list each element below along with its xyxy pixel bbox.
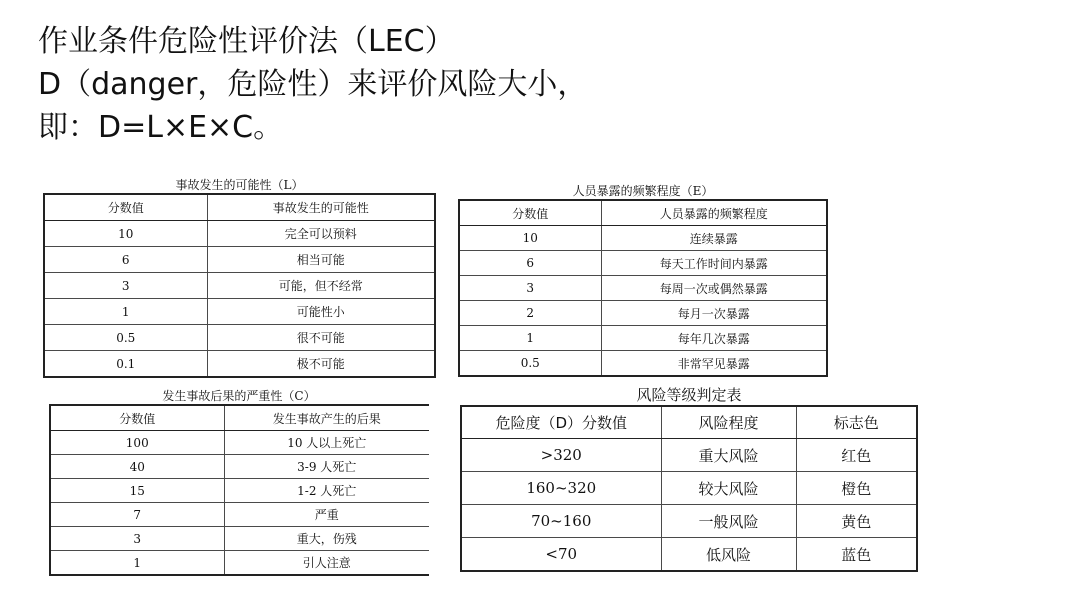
score-cell: 2: [459, 301, 601, 326]
score-cell: 10: [459, 226, 601, 251]
description-cell: 相当可能: [207, 247, 435, 273]
heading-line-3: 即：D=L×E×C。: [38, 110, 284, 145]
column-header: 标志色: [796, 406, 917, 439]
slide-heading: [38, 20, 587, 149]
table-header-row: [50, 405, 429, 431]
consequence-table-block: [49, 388, 429, 576]
description-cell: 可能，但不经常: [207, 273, 435, 299]
column-header: 发生事故产生的后果: [224, 405, 429, 431]
description-cell: 极不可能: [207, 351, 435, 378]
table-row: [461, 472, 917, 505]
risk-level-cell: 低风险: [661, 538, 796, 572]
table-row: [461, 538, 917, 572]
table-row: [44, 351, 435, 378]
likelihood-table-block: [43, 177, 436, 378]
risk-level-table-block: [460, 385, 918, 572]
score-cell: 15: [50, 479, 224, 503]
risk-level-cell: 重大风险: [661, 439, 796, 472]
score-cell: 3: [459, 276, 601, 301]
table-row: [50, 527, 429, 551]
description-cell: 引人注意: [224, 551, 429, 576]
table-row: [459, 326, 827, 351]
risk-level-table-title: 风险等级判定表: [636, 386, 742, 404]
score-cell: 0.1: [44, 351, 207, 378]
score-cell: 6: [459, 251, 601, 276]
table-row: [461, 505, 917, 538]
exposure-table: [458, 199, 828, 377]
column-header: 事故发生的可能性: [207, 194, 435, 221]
color-cell: 黄色: [796, 505, 917, 538]
column-header: 人员暴露的频繁程度: [601, 200, 827, 226]
score-cell: 7: [50, 503, 224, 527]
table-header-row: [459, 200, 827, 226]
table-row: [461, 439, 917, 472]
description-cell: 严重: [224, 503, 429, 527]
table-header-row: [461, 406, 917, 439]
description-cell: 每月一次暴露: [601, 301, 827, 326]
description-cell: 连续暴露: [601, 226, 827, 251]
score-cell: 1: [459, 326, 601, 351]
color-cell: 橙色: [796, 472, 917, 505]
score-cell: 6: [44, 247, 207, 273]
score-range-cell: 160~320: [461, 472, 661, 505]
score-cell: 100: [50, 431, 224, 455]
score-cell: 40: [50, 455, 224, 479]
table-row: [459, 226, 827, 251]
column-header: 分数值: [459, 200, 601, 226]
description-cell: 重大，伤残: [224, 527, 429, 551]
likelihood-table: [43, 193, 436, 378]
score-cell: 0.5: [459, 351, 601, 377]
score-cell: 1: [44, 299, 207, 325]
description-cell: 非常罕见暴露: [601, 351, 827, 377]
table-row: [459, 276, 827, 301]
description-cell: 完全可以预料: [207, 221, 435, 247]
column-header: 危险度（D）分数值: [461, 406, 661, 439]
color-cell: 蓝色: [796, 538, 917, 572]
table-row: [44, 221, 435, 247]
description-cell: 每年几次暴露: [601, 326, 827, 351]
description-cell: 每周一次或偶然暴露: [601, 276, 827, 301]
table-row: [459, 351, 827, 377]
consequence-table: [49, 404, 429, 576]
score-range-cell: >320: [461, 439, 661, 472]
heading-line-1: 作业条件危险性评价法（LEC）: [38, 24, 455, 59]
exposure-table-block: [458, 183, 828, 377]
likelihood-table-title: 事故发生的可能性（L）: [175, 178, 304, 192]
table-row: [50, 479, 429, 503]
table-row: [44, 299, 435, 325]
table-row: [50, 431, 429, 455]
table-row: [50, 455, 429, 479]
risk-level-cell: 一般风险: [661, 505, 796, 538]
column-header: 分数值: [44, 194, 207, 221]
column-header: 分数值: [50, 405, 224, 431]
column-header: 风险程度: [661, 406, 796, 439]
exposure-table-title: 人员暴露的频繁程度（E）: [572, 184, 714, 198]
description-cell: 10 人以上死亡: [224, 431, 429, 455]
table-row: [50, 551, 429, 576]
score-cell: 10: [44, 221, 207, 247]
description-cell: 很不可能: [207, 325, 435, 351]
score-range-cell: 70~160: [461, 505, 661, 538]
consequence-table-title: 发生事故后果的严重性（C）: [162, 389, 316, 403]
table-row: [44, 247, 435, 273]
score-cell: 3: [44, 273, 207, 299]
description-cell: 每天工作时间内暴露: [601, 251, 827, 276]
score-cell: 0.5: [44, 325, 207, 351]
table-row: [50, 503, 429, 527]
score-cell: 1: [50, 551, 224, 576]
description-cell: 1-2 人死亡: [224, 479, 429, 503]
score-range-cell: <70: [461, 538, 661, 572]
table-row: [459, 251, 827, 276]
table-row: [459, 301, 827, 326]
heading-line-2: D（danger，危险性）来评价风险大小，: [38, 67, 588, 102]
color-cell: 红色: [796, 439, 917, 472]
risk-level-cell: 较大风险: [661, 472, 796, 505]
table-row: [44, 273, 435, 299]
description-cell: 3-9 人死亡: [224, 455, 429, 479]
table-header-row: [44, 194, 435, 221]
table-row: [44, 325, 435, 351]
risk-level-table: [460, 405, 918, 572]
description-cell: 可能性小: [207, 299, 435, 325]
score-cell: 3: [50, 527, 224, 551]
